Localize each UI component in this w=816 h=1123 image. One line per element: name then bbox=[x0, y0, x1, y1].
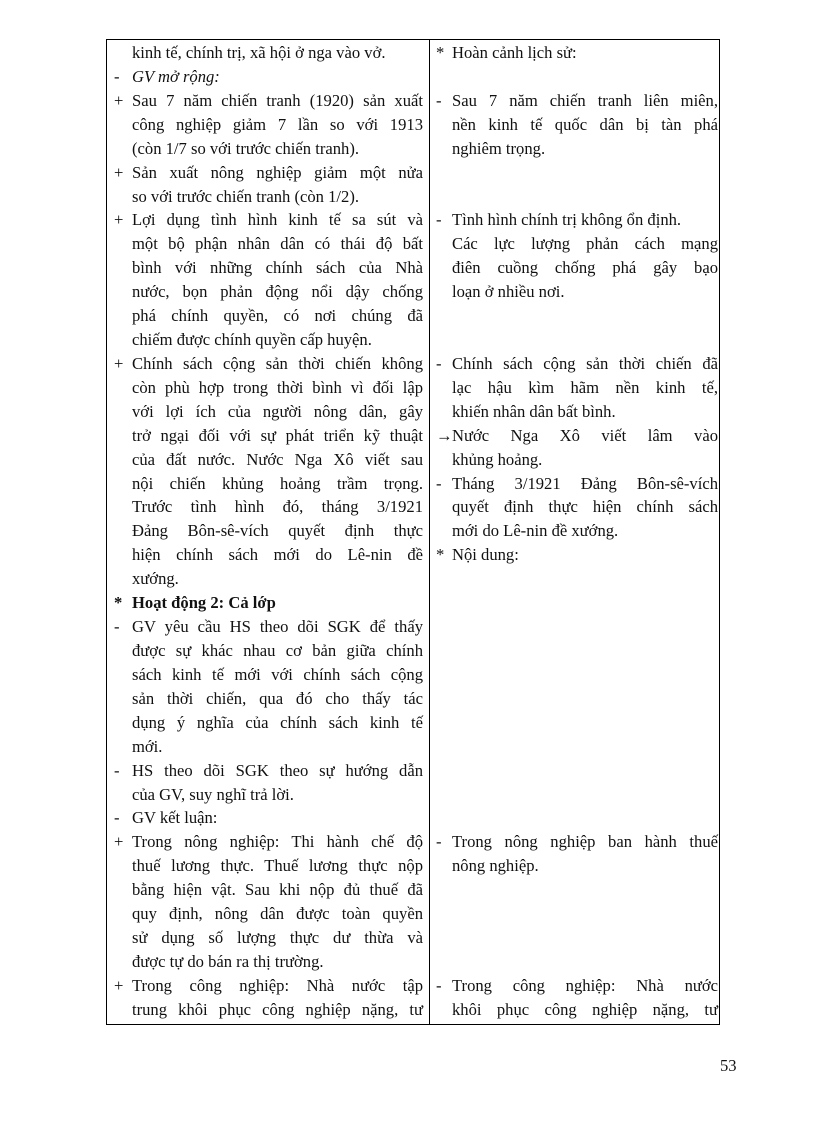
left-line bbox=[114, 424, 423, 448]
line-text: loạn ở nhiều nơi. bbox=[452, 282, 565, 302]
line-text: bằng hiện vật. Sau khi nộp đủ thuế đã bbox=[132, 880, 423, 900]
line-text: Trong nông nghiệp: Thi hành chế độ bbox=[132, 832, 423, 852]
line-text: còn phù hợp trong thời bình vì đối lập bbox=[132, 377, 423, 397]
line-text: của đất nước. Nước Nga Xô viết sau bbox=[132, 449, 423, 469]
left-line bbox=[114, 137, 423, 161]
left-line bbox=[114, 232, 423, 256]
left-line bbox=[114, 950, 423, 974]
left-line bbox=[114, 376, 423, 400]
right-line bbox=[436, 567, 718, 591]
right-line bbox=[436, 352, 718, 376]
bullet-marker: - bbox=[114, 808, 120, 828]
right-line bbox=[436, 830, 718, 854]
line-text: Sản xuất nông nghiệp giảm một nửa bbox=[132, 162, 423, 182]
right-line bbox=[436, 519, 718, 543]
bullet-marker: - bbox=[436, 975, 442, 995]
left-line bbox=[114, 161, 423, 185]
right-line bbox=[436, 974, 718, 998]
line-text: bình với những chính sách của Nhà bbox=[132, 258, 423, 278]
right-line bbox=[436, 735, 718, 759]
line-text: thuế lương thực. Thuế lương thực nộp bbox=[132, 856, 423, 876]
left-line bbox=[114, 304, 423, 328]
bullet-marker: - bbox=[114, 760, 120, 780]
left-line bbox=[114, 615, 423, 639]
right-line bbox=[436, 615, 718, 639]
line-text: Trong nông nghiệp ban hành thuế bbox=[452, 832, 718, 852]
line-text: hiện chính sách mới do Lê-nin đề bbox=[132, 545, 423, 565]
left-line bbox=[114, 902, 423, 926]
bullet-marker: - bbox=[436, 90, 442, 110]
line-text: Nội dung: bbox=[452, 545, 519, 565]
right-line bbox=[436, 806, 718, 830]
line-text: GV mở rộng: bbox=[132, 66, 220, 86]
line-text: lạc hậu kìm hãm nền kinh tế, bbox=[452, 377, 718, 397]
left-line bbox=[114, 400, 423, 424]
bullet-marker: - bbox=[114, 66, 120, 86]
lesson-table bbox=[106, 39, 720, 1025]
line-text: Chính sách cộng sản thời chiến đã bbox=[452, 353, 718, 373]
right-line bbox=[436, 783, 718, 807]
bullet-marker: - bbox=[436, 353, 442, 373]
left-line bbox=[114, 759, 423, 783]
left-line bbox=[114, 89, 423, 113]
line-text: Trong công nghiệp: Nhà nước bbox=[452, 975, 718, 995]
line-text: sách kinh tế mới với chính sách cộng bbox=[132, 664, 423, 684]
right-line bbox=[436, 400, 718, 424]
left-line bbox=[114, 185, 423, 209]
right-line bbox=[436, 256, 718, 280]
page-number: 53 bbox=[720, 1056, 737, 1075]
line-text: Sau 7 năm chiến tranh liên miên, bbox=[452, 90, 718, 110]
bullet-marker: - bbox=[436, 210, 442, 230]
line-text: nền kinh tế quốc dân bị tàn phá bbox=[452, 114, 718, 134]
left-line bbox=[114, 567, 423, 591]
bullet-marker: * bbox=[114, 593, 123, 613]
right-line bbox=[436, 41, 718, 65]
left-line bbox=[114, 591, 423, 615]
line-text: quy định, nông dân được toàn quyền bbox=[132, 904, 423, 924]
line-text: nước, bọn phản động nổi dậy chống bbox=[132, 282, 423, 302]
line-text: khủng hoảng. bbox=[452, 449, 543, 469]
right-line bbox=[436, 161, 718, 185]
right-line bbox=[436, 878, 718, 902]
right-line bbox=[436, 998, 718, 1022]
right-line bbox=[436, 113, 718, 137]
key-knowledge-column bbox=[430, 40, 720, 1024]
right-line bbox=[436, 495, 718, 519]
line-text: quyết định thực hiện chính sách bbox=[452, 497, 718, 517]
left-line bbox=[114, 495, 423, 519]
line-text: mới do Lê-nin đề xướng. bbox=[452, 521, 619, 541]
line-text: sản thời chiến, qua đó cho thấy tác bbox=[132, 688, 423, 708]
line-text: trung khôi phục công nghiệp nặng, tư bbox=[132, 999, 423, 1019]
left-line bbox=[114, 472, 423, 496]
left-line bbox=[114, 663, 423, 687]
line-text: GV kết luận: bbox=[132, 808, 218, 828]
line-text: Trước tình hình đó, tháng 3/1921 bbox=[132, 497, 423, 517]
bullet-marker: * bbox=[436, 545, 445, 565]
left-line bbox=[114, 41, 423, 65]
left-line bbox=[114, 208, 423, 232]
right-line bbox=[436, 663, 718, 687]
line-text: được tự do bán ra thị trường. bbox=[132, 951, 324, 971]
line-text: được sự khác nhau cơ bản giữa chính bbox=[132, 641, 423, 660]
line-text: Nước Nga Xô viết lâm vào bbox=[452, 425, 718, 445]
right-line bbox=[436, 711, 718, 735]
right-line bbox=[436, 950, 718, 974]
left-line bbox=[114, 830, 423, 854]
line-text: xướng. bbox=[132, 569, 179, 589]
right-line bbox=[436, 137, 718, 161]
right-line bbox=[436, 472, 718, 496]
bullet-marker: + bbox=[114, 353, 124, 373]
left-line bbox=[114, 806, 423, 830]
line-text: của GV, suy nghĩ trả lời. bbox=[132, 784, 294, 804]
right-line bbox=[436, 280, 718, 304]
right-line bbox=[436, 304, 718, 328]
line-text: mới. bbox=[132, 736, 163, 756]
left-line bbox=[114, 519, 423, 543]
left-line bbox=[114, 998, 423, 1022]
line-text: phá chính quyền, có nơi chúng đã bbox=[132, 306, 423, 326]
line-text: khôi phục công nghiệp nặng, tư bbox=[452, 999, 718, 1019]
left-line bbox=[114, 65, 423, 89]
right-line bbox=[436, 448, 718, 472]
line-text: Hoạt động 2: Cả lớp bbox=[132, 593, 276, 613]
right-line bbox=[436, 376, 718, 400]
line-text: một bộ phận nhân dân có thái độ bất bbox=[132, 234, 423, 254]
left-line bbox=[114, 639, 423, 663]
line-text: kinh tế, chính trị, xã hội ở nga vào vở. bbox=[132, 43, 386, 62]
right-line bbox=[436, 902, 718, 926]
line-text: Các lực lượng phản cách mạng bbox=[452, 234, 718, 254]
line-text: Tình hình chính trị không ổn định. bbox=[452, 210, 682, 230]
bullet-marker: - bbox=[436, 832, 442, 852]
right-line bbox=[436, 89, 718, 113]
right-line bbox=[436, 926, 718, 950]
line-text: Trong công nghiệp: Nhà nước tập bbox=[132, 975, 423, 995]
line-text: Tháng 3/1921 Đảng Bôn-sê-vích bbox=[452, 473, 718, 493]
left-line bbox=[114, 974, 423, 998]
line-text: trở ngại đối với sự phát triển kỹ thuật bbox=[132, 425, 423, 445]
line-text: với lợi ích của người nông dân, gây bbox=[132, 401, 423, 421]
line-text: GV yêu cầu HS theo dõi SGK để thấy bbox=[132, 617, 423, 637]
bullet-marker: - bbox=[436, 473, 442, 493]
line-text: Chính sách cộng sản thời chiến không bbox=[132, 353, 423, 373]
left-line bbox=[114, 854, 423, 878]
right-line bbox=[436, 65, 718, 89]
left-line bbox=[114, 711, 423, 735]
left-line bbox=[114, 280, 423, 304]
line-text: nông nghiệp. bbox=[452, 856, 539, 876]
bullet-marker: * bbox=[436, 43, 445, 62]
right-line bbox=[436, 208, 718, 232]
left-line bbox=[114, 783, 423, 807]
bullet-marker: + bbox=[114, 975, 124, 995]
line-text: Hoàn cảnh lịch sử: bbox=[452, 43, 577, 62]
right-line bbox=[436, 759, 718, 783]
line-text: (còn 1/7 so với trước chiến tranh). bbox=[132, 138, 359, 158]
line-text: dụng ý nghĩa của chính sách kinh tế bbox=[132, 712, 423, 732]
bullet-marker: + bbox=[114, 210, 124, 230]
left-line bbox=[114, 687, 423, 711]
right-line bbox=[436, 639, 718, 663]
left-line bbox=[114, 926, 423, 950]
right-line bbox=[436, 185, 718, 209]
teacher-student-activities-column bbox=[107, 40, 429, 1024]
left-line bbox=[114, 878, 423, 902]
line-text: so với trước chiến tranh (còn 1/2). bbox=[132, 186, 359, 206]
right-line bbox=[436, 328, 718, 352]
left-line bbox=[114, 448, 423, 472]
right-line bbox=[436, 854, 718, 878]
right-line bbox=[436, 424, 718, 448]
bullet-marker: + bbox=[114, 162, 124, 182]
line-text: HS theo dõi SGK theo sự hướng dẫn bbox=[132, 760, 423, 780]
line-text: nghiêm trọng. bbox=[452, 138, 546, 158]
left-line bbox=[114, 543, 423, 567]
line-text: nội chiến khủng hoảng trầm trọng. bbox=[132, 473, 423, 493]
left-line bbox=[114, 328, 423, 352]
line-text: Đảng Bôn-sê-vích quyết định thực bbox=[132, 521, 423, 541]
line-text: chiếm được chính quyền cấp huyện. bbox=[132, 330, 372, 350]
right-line bbox=[436, 687, 718, 711]
left-line bbox=[114, 113, 423, 137]
line-text: Lợi dụng tình hình kinh tế sa sút và bbox=[132, 210, 423, 230]
line-text: Sau 7 năm chiến tranh (1920) sản xuất bbox=[132, 90, 423, 110]
bullet-marker: → bbox=[436, 425, 453, 445]
bullet-marker: + bbox=[114, 90, 124, 110]
bullet-marker: + bbox=[114, 832, 124, 852]
right-line bbox=[436, 591, 718, 615]
line-text: sử dụng số lượng thực dư thừa và bbox=[132, 928, 423, 948]
right-line bbox=[436, 543, 718, 567]
right-line bbox=[436, 232, 718, 256]
left-line bbox=[114, 352, 423, 376]
line-text: khiến nhân dân bất bình. bbox=[452, 401, 616, 421]
bullet-marker: - bbox=[114, 617, 120, 637]
line-text: công nghiệp giảm 7 lần so với 1913 bbox=[132, 114, 423, 134]
left-line bbox=[114, 256, 423, 280]
left-line bbox=[114, 735, 423, 759]
line-text: điên cuồng chống phá gây bạo bbox=[452, 258, 718, 278]
